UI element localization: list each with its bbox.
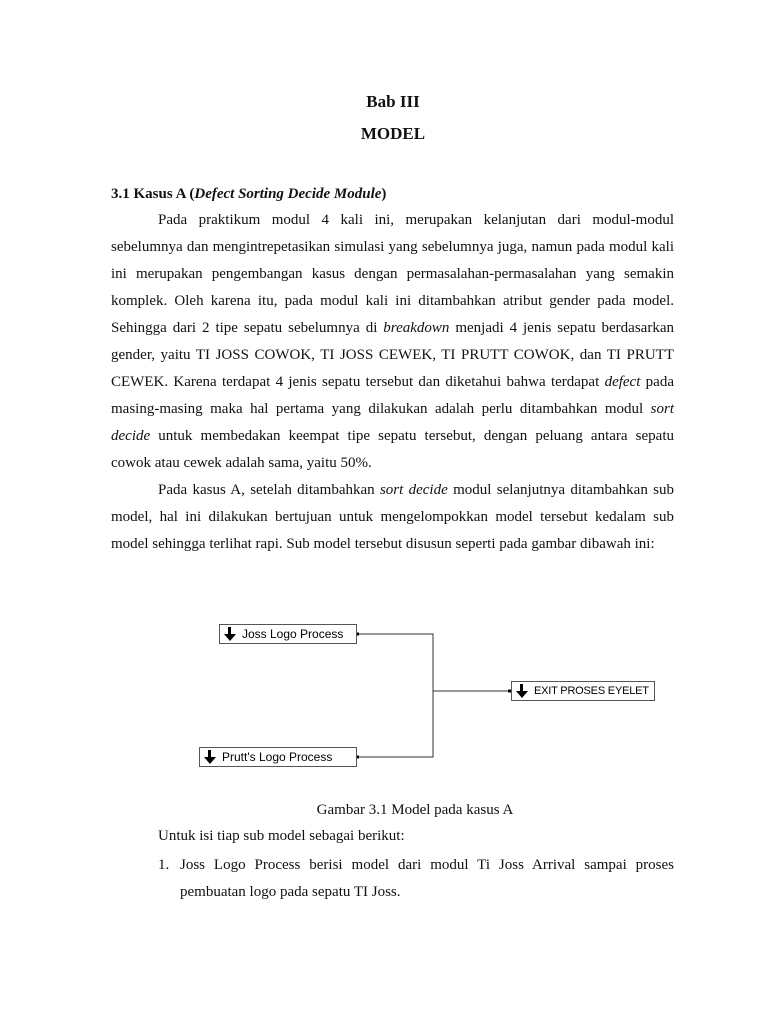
submodel-arrow-icon (204, 750, 218, 765)
submodel-description-list (111, 852, 674, 906)
paragraph1-italic-defect: defect (604, 374, 641, 390)
paragraph1-text-3: pada masing-masing maka hal pertama yang dilakukan adalah perlu ditambahkan modul (111, 374, 674, 417)
list-item-number: 1. (158, 857, 170, 873)
submodel-joss-label: Joss Logo Process (242, 627, 344, 641)
section-title-suffix: ) (381, 186, 387, 202)
submodel-arrow-icon (516, 684, 530, 699)
paragraph2-text-1: Pada kasus A, setelah ditambahkan (158, 482, 380, 498)
paragraph2-italic-sort-decide: sort decide (379, 482, 448, 498)
paragraph1-text-4: untuk membedakan keempat tipe sepatu tersebut, dengan peluang antara sepatu cowok atau cewek adalah sama, yaitu 50%. (111, 428, 674, 471)
paragraph1-text-2: menjadi 4 jenis sepatu berdasarkan gender, yaitu TI JOSS COWOK, TI JOSS CEWEK, TI PRUTT COWOK, dan TI PRUTT CEWEK. Karena terdapat 4 jenis sepatu tersebut dan diketahui bahwa terdapat (111, 320, 674, 390)
paragraph2-text-2: modul selanjutnya ditambahkan sub model, hal ini dilakukan bertujuan untuk mengelompokkan model tersebut kedalam sub model sehingga terlihat rapi. Sub model tersebut disusun seperti pada gambar dibawah ini: (111, 482, 674, 552)
figure-caption: Gambar 3.1 Model pada kasus A (316, 802, 514, 818)
chapter-number: Bab III (366, 92, 420, 111)
section-title (111, 186, 386, 203)
submodel-prutt-label: Prutt's Logo Process (222, 750, 333, 764)
list-item (111, 852, 674, 906)
paragraph1-italic-sort-decide: sort decide (111, 401, 674, 444)
submodel-exit-label: EXIT PROSES EYELET (534, 685, 649, 697)
list-intro: Untuk isi tiap sub model sebagai berikut: (158, 828, 405, 844)
submodel-arrow-icon (224, 627, 238, 642)
chapter-title: MODEL (360, 124, 426, 143)
paragraph-defect-sorting (111, 207, 674, 477)
paragraph1-italic-breakdown: breakdown (383, 320, 450, 336)
paragraph1-text-1: Pada praktikum modul 4 kali ini, merupakan kelanjutan dari modul-modul sebelumnya dan mengintrepetasikan simulasi yang sebelumnya juga, namun pada modul kali ini merupakan pengembangan kasus dengan permasalahan-permasalahan yang semakin komplek. Oleh karena itu, pada modul kali ini ditambahkan atribut gender pada model. Sehingga dari 2 tipe sepatu sebelumnya di (111, 212, 674, 336)
section-title-italic: Defect Sorting Decide Module (194, 186, 382, 202)
paragraph-sub-model (111, 477, 674, 558)
submodel-joss-logo-process[interactable] (219, 624, 357, 644)
submodel-exit-proses-eyelet[interactable] (511, 681, 655, 701)
list-item-text: Joss Logo Process berisi model dari modul Ti Joss Arrival sampai proses pembuatan logo pada sepatu TI Joss. (180, 857, 674, 900)
submodel-diagram (195, 618, 665, 778)
section-title-prefix: 3.1 Kasus A ( (111, 186, 195, 202)
submodel-prutt-logo-process[interactable] (199, 747, 357, 767)
merge-connector (357, 634, 433, 757)
